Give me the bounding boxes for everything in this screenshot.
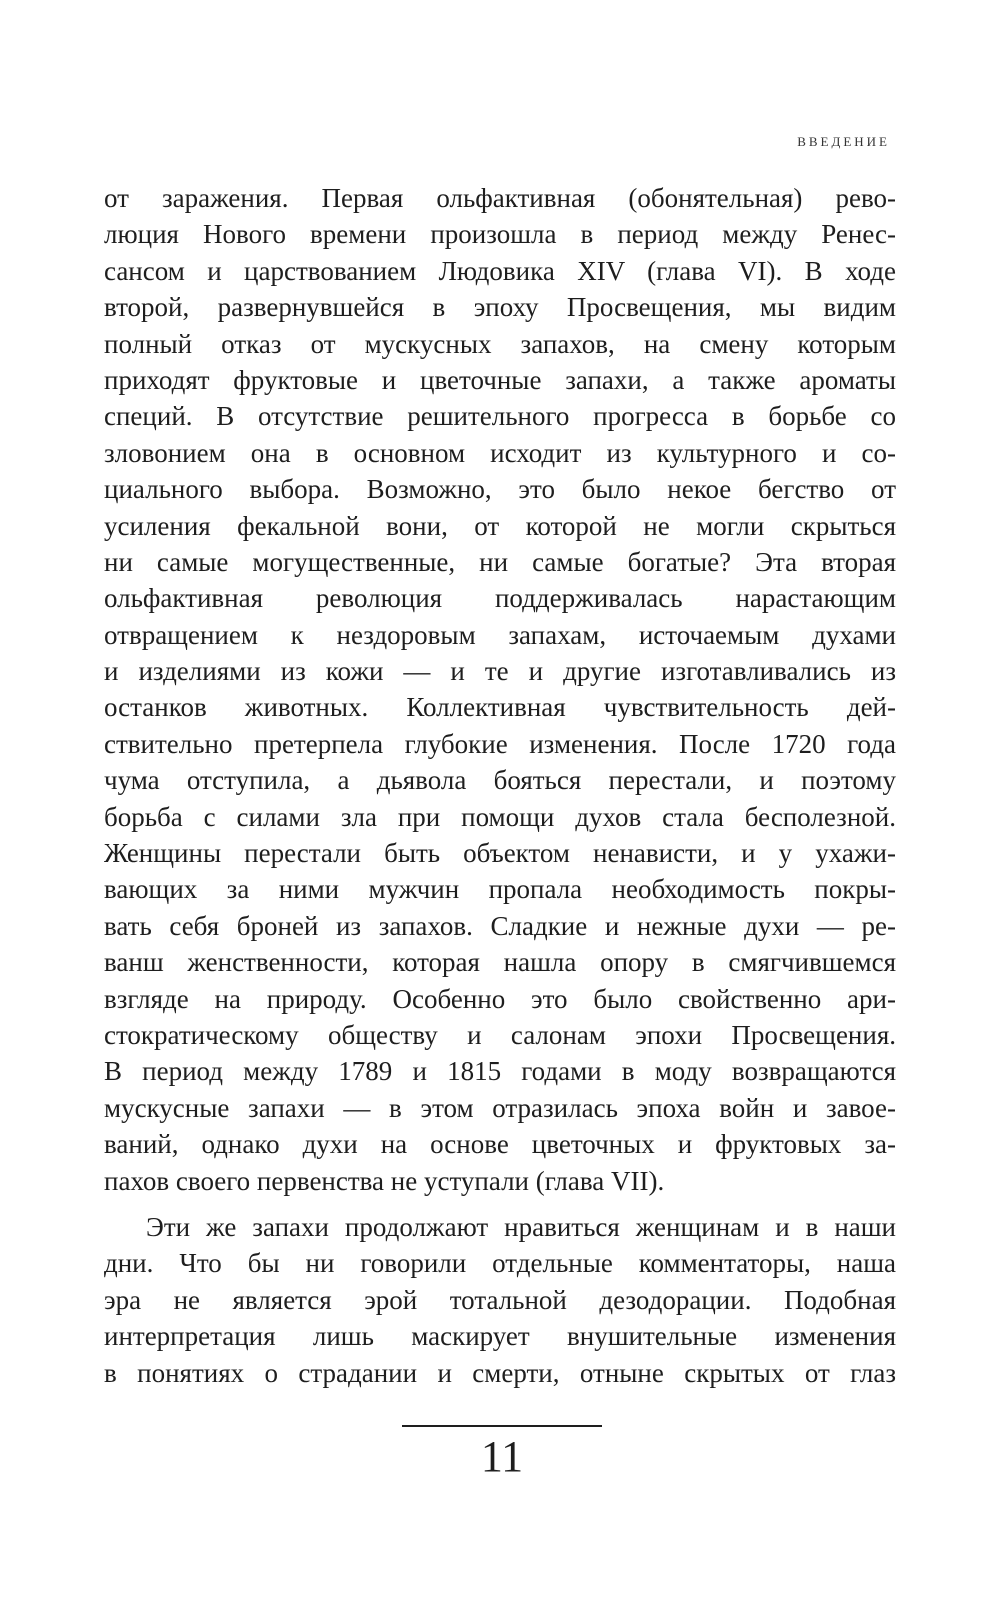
text-line: и изделиями из кожи — и те и другие изготавливались из — [104, 656, 896, 687]
text-line: ствительно претерпела глубокие изменения. После 1720 года — [104, 728, 896, 759]
text-line: вать себя броней из запахов. Сладкие и нежные духи — ре- — [104, 910, 896, 941]
text-line: останков животных. Коллективная чувствительность дей- — [104, 692, 896, 723]
text-line: вающих за ними мужчин пропала необходимость покры- — [104, 874, 896, 905]
text-line: взгляде на природу. Особенно это было свойственно ари- — [104, 983, 896, 1014]
text-line: циального выбора. Возможно, это было некое бегство от — [104, 474, 896, 505]
text-line: ванш женственности, которая нашла опору в смягчившемся — [104, 947, 896, 978]
page-number: 11 — [480, 1432, 524, 1481]
text-line: чума отступила, а дьявола бояться перестали, и поэтому — [104, 765, 896, 796]
text-line: дни. Что бы ни говорили отдельные комментаторы, наша — [104, 1248, 896, 1279]
text-line: пахов своего первенства не уступали (глава VII). — [104, 1165, 665, 1196]
paragraph-gap — [104, 1199, 896, 1209]
running-head: ВВЕДЕНИЕ — [797, 134, 890, 149]
text-line: В период между 1789 и 1815 годами в моду возвращаются — [104, 1056, 896, 1087]
text-line: приходят фруктовые и цветочные запахи, а также ароматы — [104, 364, 896, 395]
text-line: специй. В отсутствие решительного прогресса в борьбе со — [104, 401, 896, 432]
text-line: мускусные запахи — в этом отразилась эпоха войн и завое- — [104, 1092, 896, 1123]
text-line: люция Нового времени произошла в период между Ренес- — [104, 219, 896, 250]
text-line: ольфактивная революция поддерживалась нарастающим — [104, 583, 896, 614]
text-line: стократическому обществу и салонам эпохи Просвещения. — [104, 1019, 896, 1050]
text-line: в понятиях о страдании и смерти, отныне скрытых от глаз — [104, 1357, 896, 1388]
text-line: борьба с силами зла при помощи духов стала бесполезной. — [104, 801, 896, 832]
text-line: полный отказ от мускусных запахов, на смену которым — [104, 328, 896, 359]
paragraph — [104, 180, 896, 1199]
body-text — [104, 180, 896, 1391]
text-line: сансом и царствованием Людовика XIV (глава VI). В ходе — [104, 255, 896, 286]
paragraph — [104, 1209, 896, 1391]
text-line: интерпретация лишь маскирует внушительные изменения — [104, 1321, 896, 1352]
text-line: Эти же запахи продолжают нравиться женщинам и в наши — [146, 1211, 896, 1242]
text-line: усиления фекальной вони, от которой не могли скрыться — [104, 510, 896, 541]
text-line: Женщины перестали быть объектом ненависти, и у ухажи- — [104, 838, 896, 869]
text-line: отвращением к нездоровым запахам, источаемым духами — [104, 619, 896, 650]
text-line: второй, развернувшейся в эпоху Просвещения, мы видим — [104, 292, 896, 323]
text-line: зловонием она в основном исходит из культурного и со- — [104, 437, 896, 468]
folio-rule — [402, 1425, 602, 1427]
text-line: ваний, однако духи на основе цветочных и фруктовых за- — [104, 1129, 896, 1160]
text-line: от заражения. Первая ольфактивная (обонятельная) рево- — [104, 183, 896, 213]
text-line: ни самые могущественные, ни самые богатые? Эта вторая — [104, 546, 896, 577]
text-line: эра не является эрой тотальной дезодорации. Подобная — [104, 1284, 896, 1315]
